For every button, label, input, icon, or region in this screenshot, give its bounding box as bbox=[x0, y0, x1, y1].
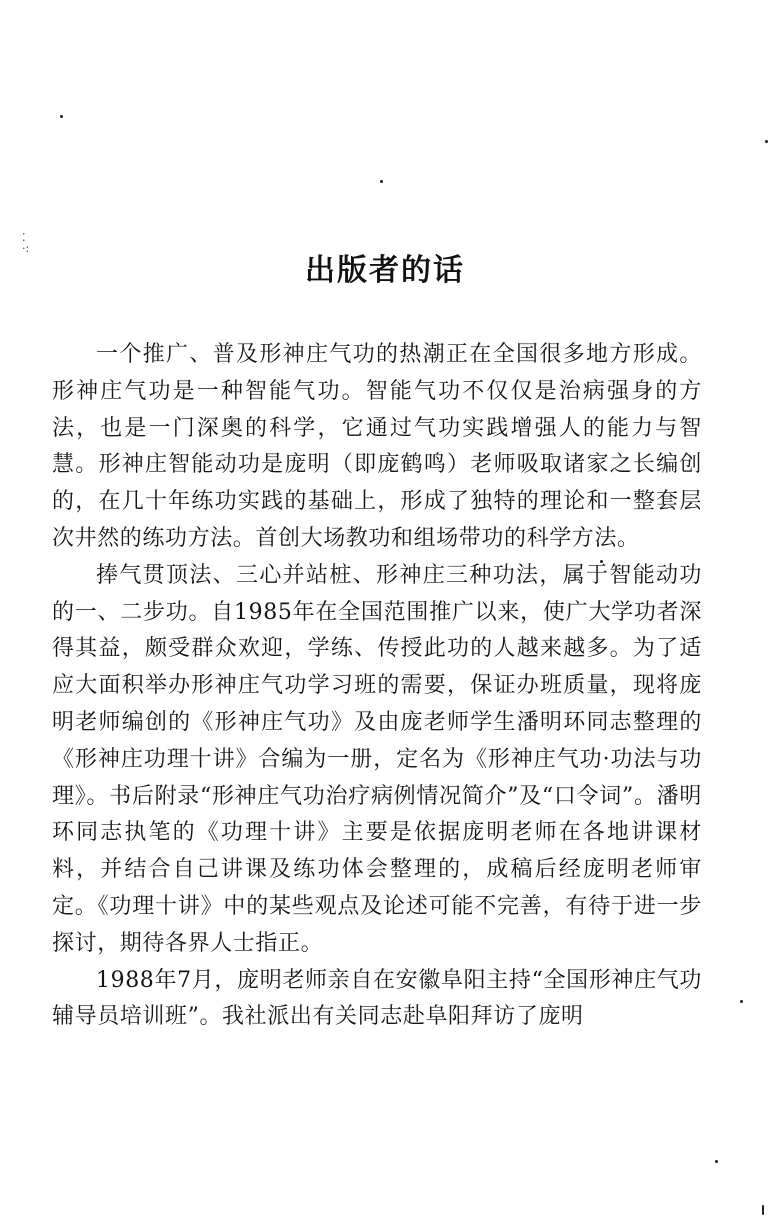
scan-speck bbox=[740, 1000, 743, 1003]
body-text bbox=[52, 337, 702, 1036]
paragraph: 捧气贯顶法、三心并站桩、形神庄三种功法，属于智能动功的一、二步功。自1985年在全国范围推广以来，使广大学功者深得其益，颇受群众欢迎，学练、传授此功的人越来越多。为了适应大面积举办形神庄气功学习班的需要，保证办班质量，现将庞明老师编创的《形神庄气功》及由庞老师学生潘明环同志整理的《形神庄功理十讲》合编为一册，定名为《形神庄气功·功法与功理》。书后附录“形神庄气功治疗病例情况简介”及“口令词”。潘明环同志执笔的《功理十讲》主要是依据庞明老师在各地讲课材料，并结合自己讲课及练功体会整理的，成稿后经庞明老师审定。《功理十讲》中的某些观点及论述可能不完善，有待于进一步探讨，期待各界人士指正。 bbox=[52, 562, 702, 956]
scan-speck bbox=[765, 140, 768, 143]
scan-noise-left: ⁚ ·: bbox=[22, 231, 30, 255]
paragraph: 一个推广、普及形神庄气功的热潮正在全国很多地方形成。形神庄气功是一种智能气功。智能气功不仅仅是治病强身的方法，也是一门深奥的科学，它通过气功实践增强人的能力与智慧。形神庄智能动功是庞明（即庞鹤鸣）老师吸取诸家之长编创的，在几十年练功实践的基础上，形成了独特的理论和一整套层次井然的练功方法。首创大场教功和组场带功的科学方法。 bbox=[52, 342, 702, 551]
paragraph: 1988年7月，庞明老师亲自在安徽阜阳主持“全国形神庄气功辅导员培训班”。我社派出有关同志赴阜阳拜访了庞明 bbox=[52, 967, 702, 1030]
scan-speck bbox=[762, 1205, 764, 1215]
page-title: 出版者的话 bbox=[305, 253, 465, 288]
scan-speck bbox=[380, 180, 383, 183]
scan-speck bbox=[60, 115, 63, 118]
scan-speck bbox=[715, 1160, 718, 1163]
